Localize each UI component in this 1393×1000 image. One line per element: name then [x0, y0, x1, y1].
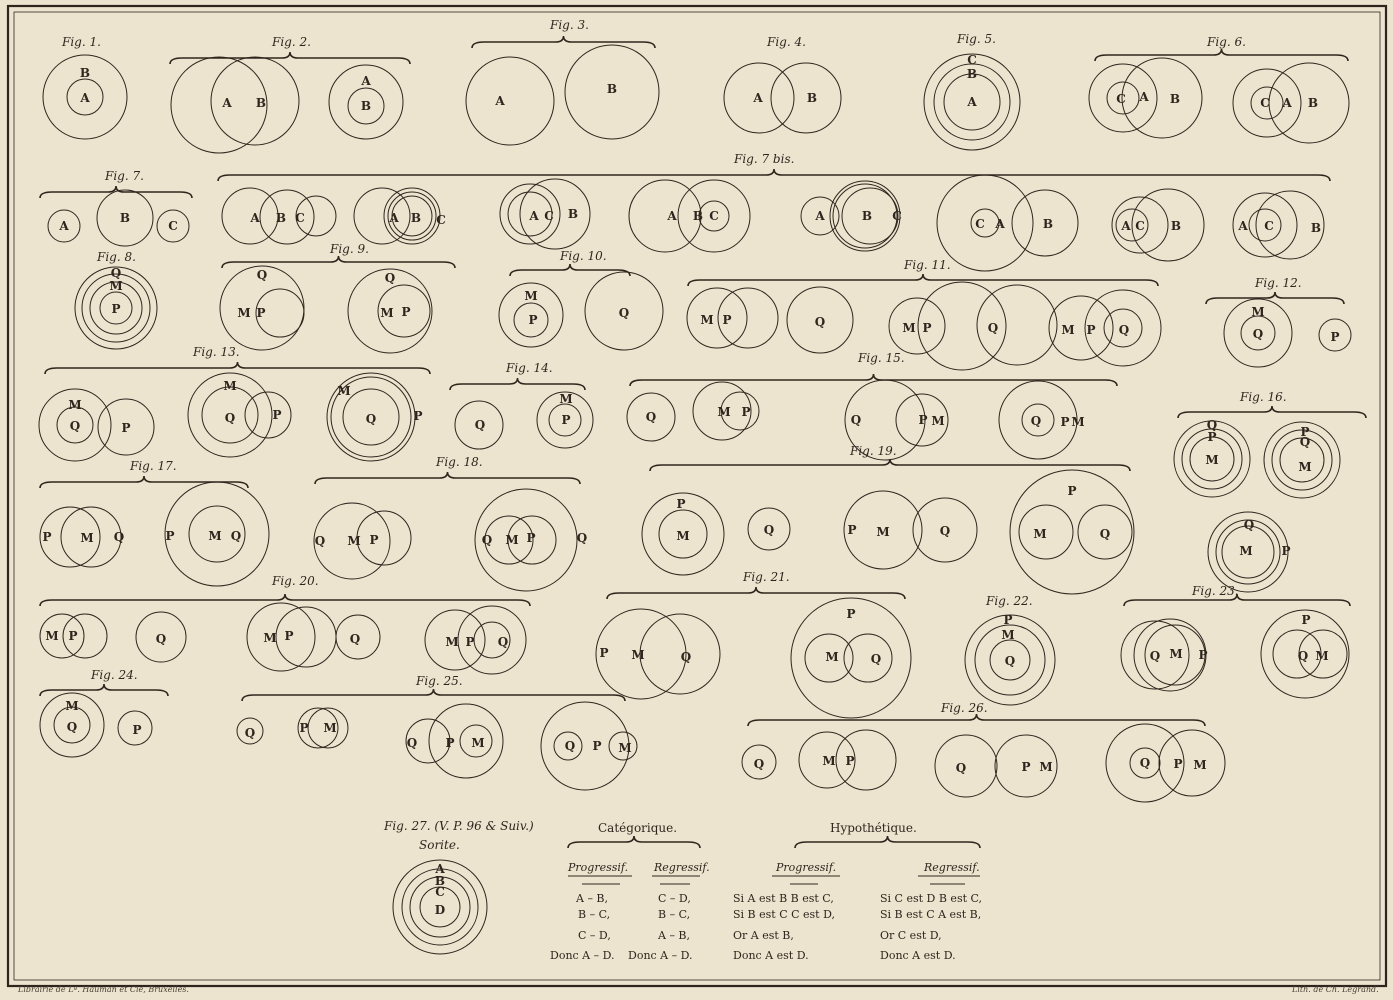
circle-letter: M — [1039, 760, 1053, 774]
circle-letter: A — [389, 211, 399, 225]
circle-letter: Q — [1206, 418, 1218, 432]
circle-letter: M — [1071, 415, 1085, 429]
circle-letter: M — [65, 699, 79, 713]
circle-letter: C — [295, 211, 305, 225]
fig-label: Fig. 13. — [193, 345, 240, 359]
circle-letter: M — [931, 414, 945, 428]
table-cell: Donc A est D. — [733, 949, 809, 962]
fig-label: Fig. 21. — [743, 570, 790, 584]
circle-letter: Q — [314, 534, 326, 548]
circle-letter: M — [717, 405, 731, 419]
circle-letter: A — [995, 217, 1005, 231]
circle-letter: P — [284, 629, 294, 643]
euler-circle — [245, 392, 291, 438]
circle-letter: P — [846, 607, 856, 621]
circle-letter: Q — [1299, 435, 1311, 449]
euler-circle — [1159, 730, 1225, 796]
circle-letter: Q — [155, 632, 167, 646]
circle-letter: M — [45, 629, 59, 643]
euler-circle — [247, 603, 315, 671]
euler-circle — [171, 57, 267, 153]
fig-label: Fig. 4. — [767, 35, 806, 49]
circle-letter: P — [1173, 757, 1183, 771]
circle-letter: C — [544, 209, 554, 223]
figure-brace — [607, 587, 905, 599]
circle-letter: P — [42, 530, 52, 544]
circle-letter: Q — [224, 411, 236, 425]
table-cell: Si C est D B est C, — [880, 892, 983, 905]
fig-label: Fig. 27. (V. P. 96 & Suiv.) — [384, 819, 534, 833]
table-cell: Donc A est D. — [880, 949, 956, 962]
circle-letter: Q — [564, 739, 576, 753]
fig-label: Fig. 23. — [1192, 584, 1239, 598]
circle-letter: P — [165, 529, 175, 543]
circle-letter: P — [68, 629, 78, 643]
fig-label: Fig. 5. — [957, 32, 996, 46]
circle-letter: Q — [256, 268, 268, 282]
circle-letter: M — [676, 529, 690, 543]
euler-circle — [260, 190, 314, 244]
table-subheader: Progressif. — [776, 861, 837, 874]
figure-brace — [748, 714, 1205, 726]
circle-letter: P — [922, 321, 932, 335]
figure-brace — [795, 836, 980, 848]
circle-letter: M — [1251, 305, 1265, 319]
circle-letter: Q — [753, 757, 765, 771]
circle-letter: P — [1060, 415, 1070, 429]
circle-letter: P — [1086, 323, 1096, 337]
circle-letter: Q — [1004, 654, 1016, 668]
fig-label: Fig. 11. — [904, 258, 951, 272]
circle-letter: M — [618, 741, 632, 755]
circle-letter: M — [1205, 453, 1219, 467]
circle-letter: C — [967, 53, 977, 67]
fig-label: Fig. 25. — [416, 674, 463, 688]
circle-letter: M — [1239, 544, 1253, 558]
fig-label: Fig. 12. — [1255, 276, 1302, 290]
circle-letter: A — [967, 95, 977, 109]
circle-letter: C — [1264, 219, 1274, 233]
circle-letter: P — [741, 405, 751, 419]
circle-letter: A — [80, 91, 90, 105]
circle-letter: A — [1282, 96, 1292, 110]
circle-letter: M — [471, 736, 485, 750]
circle-letter: M — [1061, 323, 1075, 337]
figure-brace — [472, 36, 655, 48]
euler-circle — [466, 57, 554, 145]
circle-letter: Q — [66, 720, 78, 734]
circle-letter: M — [263, 631, 277, 645]
circle-letter: M — [1315, 649, 1329, 663]
circle-letter: M — [505, 533, 519, 547]
circle-letter: P — [918, 413, 928, 427]
circle-letter: Q — [113, 530, 125, 544]
circle-letter: P — [465, 635, 475, 649]
circle-letter: B — [861, 209, 873, 223]
fig-label: Fig. 10. — [560, 249, 607, 263]
circle-letter: M — [109, 279, 123, 293]
circle-letter: A — [59, 219, 69, 233]
lithographer-footer: Lith. de Ch. Legrand. — [1292, 985, 1379, 994]
circle-letter: C — [435, 885, 445, 899]
table-cell: C – D, — [658, 892, 691, 905]
circle-letter: P — [561, 413, 571, 427]
circle-letter: A — [435, 862, 445, 876]
circle-letter: B — [1170, 219, 1182, 233]
circle-letter: A — [815, 209, 825, 223]
circle-letter: P — [676, 497, 686, 511]
figure-brace — [1206, 292, 1344, 304]
circle-letter: B — [255, 96, 267, 110]
table-cell: Donc A – D. — [550, 949, 615, 962]
circle-letter: B — [692, 209, 704, 223]
table-header-hypothetique: Hypothétique. — [830, 821, 917, 835]
fig-label: Fig. 3. — [550, 18, 589, 32]
circle-letter: Q — [349, 632, 361, 646]
circle-letter: Q — [1030, 414, 1042, 428]
circle-letter: P — [1281, 544, 1291, 558]
circle-letter: A — [361, 74, 371, 88]
circle-letter: B — [119, 211, 131, 225]
table-cell: B – C, — [658, 908, 691, 921]
euler-circle — [937, 175, 1033, 271]
circle-letter: P — [847, 523, 857, 537]
euler-circle — [629, 180, 704, 252]
circle-letter: P — [722, 313, 732, 327]
euler-circle — [1122, 58, 1202, 138]
circle-letter: M — [524, 289, 538, 303]
circle-letter: A — [667, 209, 677, 223]
circle-letter: C — [975, 217, 985, 231]
circle-letter: P — [1067, 484, 1077, 498]
circle-letter: C — [168, 219, 178, 233]
diagram-shapes — [39, 36, 1366, 954]
circle-letter: A — [495, 94, 505, 108]
circle-letter: M — [559, 392, 573, 406]
circle-letter: B — [410, 211, 422, 225]
fig-label: Fig. 22. — [986, 594, 1033, 608]
circle-letter: M — [323, 721, 337, 735]
circle-letter: M — [825, 650, 839, 664]
circle-letter: B — [806, 91, 818, 105]
fig-label: Fig. 1. — [62, 35, 101, 49]
circle-letter: M — [445, 635, 459, 649]
table-cell: C – D, — [578, 929, 611, 942]
circle-letter: M — [80, 531, 94, 545]
circle-letter: P — [256, 306, 266, 320]
circle-letter: M — [380, 306, 394, 320]
euler-circle — [357, 511, 411, 565]
circle-letter: M — [822, 754, 836, 768]
figure-brace — [218, 169, 1330, 181]
inner-border — [14, 12, 1380, 980]
circle-letter: Q — [850, 413, 862, 427]
circle-letter: M — [337, 384, 351, 398]
circle-letters — [42, 53, 1339, 917]
circle-letter: B — [966, 67, 978, 81]
figure-brace — [1178, 406, 1366, 418]
euler-circle — [354, 188, 410, 244]
circle-letter: B — [567, 207, 579, 221]
circle-letter: A — [1139, 90, 1149, 104]
circle-letter: B — [434, 874, 446, 888]
figure-brace — [40, 684, 168, 696]
circle-letter: M — [1033, 527, 1047, 541]
circle-letter: M — [1193, 758, 1207, 772]
circle-letter: P — [1330, 330, 1340, 344]
circle-letter: Q — [645, 410, 657, 424]
circle-letter: P — [401, 305, 411, 319]
table-cell: Si A est B B est C, — [733, 892, 834, 905]
circle-letter: P — [413, 409, 423, 423]
fig-label: Fig. 20. — [272, 574, 319, 588]
circle-letter: P — [121, 421, 131, 435]
euler-circle — [889, 298, 945, 354]
figure-brace — [568, 836, 700, 848]
circle-letter: Q — [680, 650, 692, 664]
table-cell: Or C est D, — [880, 929, 942, 942]
circle-letter: M — [902, 321, 916, 335]
circle-letter: Q — [110, 266, 122, 280]
table-subheader: Regressif. — [924, 861, 980, 874]
circle-letter: P — [1003, 613, 1013, 627]
circle-letter: P — [1207, 430, 1217, 444]
circle-letter: B — [1307, 96, 1319, 110]
circle-letter: P — [272, 408, 282, 422]
circle-letter: M — [1298, 460, 1312, 474]
circle-letter: C — [1260, 96, 1270, 110]
circle-letter: Q — [1139, 756, 1151, 770]
fig-label: Fig. 9. — [330, 242, 369, 256]
circle-letter: Q — [1149, 649, 1161, 663]
circle-letter: A — [222, 96, 232, 110]
circle-letter: Q — [384, 271, 396, 285]
figure-brace — [170, 52, 410, 64]
table-subheader: Progressif. — [568, 861, 629, 874]
circle-letter: M — [1169, 647, 1183, 661]
fig-label: Fig. 7. — [105, 169, 144, 183]
figure-brace — [450, 378, 585, 390]
figure-brace — [45, 362, 430, 374]
fig-label: Fig. 18. — [436, 455, 483, 469]
fig-label: Fig. 8. — [97, 250, 136, 264]
circle-letter: A — [1238, 219, 1248, 233]
circle-letter: P — [132, 723, 142, 737]
publisher-footer: Librairie de Lª. Hauman et Cie, Bruxelles. — [18, 985, 189, 994]
circle-letter: Q — [987, 321, 999, 335]
table-cell: Si B est C C est D, — [733, 908, 836, 921]
circle-letter: B — [1169, 92, 1181, 106]
circle-letter: Q — [230, 529, 242, 543]
fig-label: Fig. 26. — [941, 701, 988, 715]
circle-letter: C — [709, 209, 719, 223]
circle-letter: D — [434, 903, 446, 917]
table-cell: Or A est B, — [733, 929, 794, 942]
figure-brace — [1095, 49, 1348, 61]
circle-letter: A — [529, 209, 539, 223]
euler-circle — [687, 288, 747, 348]
circle-letter: Q — [814, 315, 826, 329]
circle-letter: P — [369, 533, 379, 547]
figure-brace — [630, 374, 1117, 386]
euler-circle — [844, 634, 892, 682]
circle-letter: Q — [481, 533, 493, 547]
circle-letter: Q — [244, 726, 256, 740]
table-cell: A – B, — [576, 892, 609, 905]
fig-label: Fig. 17. — [130, 459, 177, 473]
table-header-categorique: Catégorique. — [598, 821, 678, 835]
circle-letter: P — [599, 646, 609, 660]
circle-letter: Q — [497, 635, 509, 649]
circle-letter: Q — [474, 418, 486, 432]
circle-letter: B — [1042, 217, 1054, 231]
circle-letter: P — [1198, 648, 1208, 662]
circle-letter: P — [445, 736, 455, 750]
circle-letter: Q — [1099, 527, 1111, 541]
euler-circle — [1049, 296, 1113, 360]
circle-letter: M — [347, 534, 361, 548]
circle-letter: Q — [955, 761, 967, 775]
figure-brace — [242, 689, 625, 701]
circle-letter: Q — [618, 306, 630, 320]
fig-label: Fig. 2. — [272, 35, 311, 49]
circle-letter: Q — [576, 531, 588, 545]
circle-letter: Q — [763, 523, 775, 537]
figure-brace — [315, 472, 580, 484]
circle-letter: M — [700, 313, 714, 327]
table-cell: B – C, — [578, 908, 611, 921]
circle-letter: M — [1001, 628, 1015, 642]
circle-letter: B — [360, 99, 372, 113]
circle-letter: P — [592, 739, 602, 753]
circle-letter: B — [1310, 221, 1322, 235]
circle-letter: P — [1301, 613, 1311, 627]
circle-letter: M — [223, 379, 237, 393]
fig-label: Fig. 7 bis. — [734, 152, 795, 166]
circle-letter: B — [79, 66, 91, 80]
fig-label: Fig. 24. — [91, 668, 138, 682]
table-cell: A – B, — [658, 929, 691, 942]
circle-letter: M — [68, 398, 82, 412]
circle-letter: B — [606, 82, 618, 96]
circle-letter: C — [1116, 92, 1126, 106]
table-cell: Donc A – D. — [628, 949, 693, 962]
figure-brace — [688, 274, 1158, 286]
circle-letter: P — [1021, 760, 1031, 774]
circle-letter: M — [631, 648, 645, 662]
circle-letter: P — [845, 754, 855, 768]
circle-letter: A — [753, 91, 763, 105]
circle-letter: A — [250, 211, 260, 225]
circle-letter: P — [526, 531, 536, 545]
circle-letter: P — [299, 721, 309, 735]
circle-letter: M — [237, 306, 251, 320]
fig-label: Fig. 14. — [506, 361, 553, 375]
fig-label: Fig. 15. — [858, 351, 905, 365]
circle-letter: Q — [406, 736, 418, 750]
sorite-label: Sorite. — [419, 838, 460, 852]
fig-label: Fig. 19. — [850, 444, 897, 458]
circle-letter: M — [208, 529, 222, 543]
circle-letter: Q — [69, 419, 81, 433]
circle-letter: C — [436, 213, 446, 227]
figure-brace — [40, 594, 530, 606]
circle-letter: Q — [870, 652, 882, 666]
circle-letter: Q — [939, 524, 951, 538]
circle-letter: Q — [1252, 327, 1264, 341]
circle-letter: P — [528, 313, 538, 327]
circle-letter: Q — [365, 412, 377, 426]
circle-letter: P — [111, 302, 121, 316]
table-cell: Si B est C A est B, — [880, 908, 982, 921]
figure-brace — [650, 459, 1130, 471]
circle-letter: M — [876, 525, 890, 539]
fig-label: Fig. 16. — [1240, 390, 1287, 404]
circle-letter: C — [892, 209, 902, 223]
circle-letter: A — [1121, 219, 1131, 233]
circle-letter: C — [1135, 219, 1145, 233]
circle-letter: P — [1300, 425, 1310, 439]
table-subheader: Regressif. — [654, 861, 710, 874]
circle-letter: Q — [1243, 518, 1255, 532]
circle-letter: B — [275, 211, 287, 225]
circle-letter: Q — [1118, 323, 1130, 337]
fig-label: Fig. 6. — [1207, 35, 1246, 49]
circle-letter: Q — [1297, 649, 1309, 663]
